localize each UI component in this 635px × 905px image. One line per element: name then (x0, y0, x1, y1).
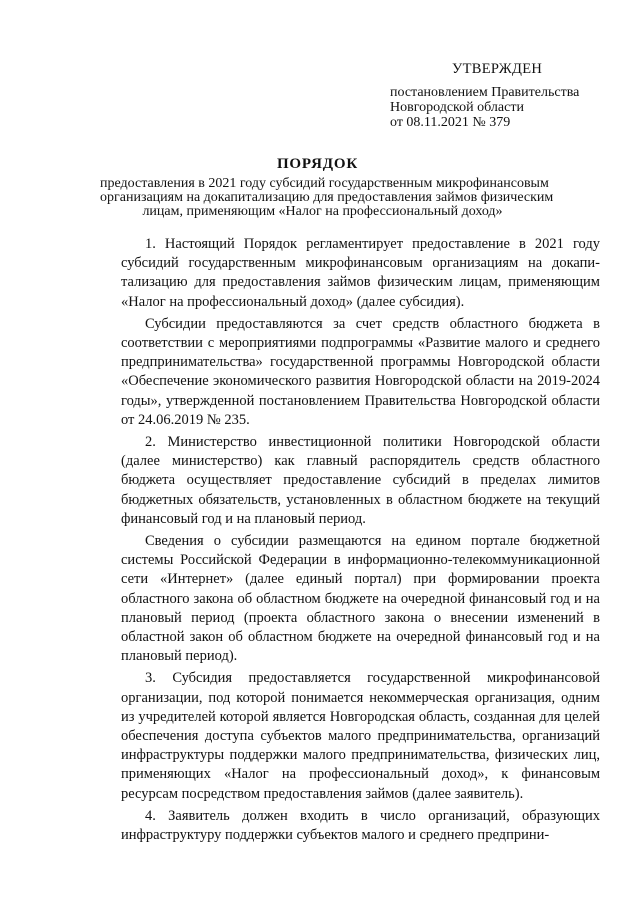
subtitle-line: организациям на докапитализацию для предоставления займов физическим (100, 190, 554, 205)
approval-line: Новгородской области (390, 100, 524, 115)
paragraph: 4. Заявитель должен входить в число организаций, образующих инфраструктуру поддержки субъектов малого и среднего предприни- (121, 807, 600, 844)
approved-heading: УТВЕРЖДЕН (452, 61, 543, 77)
document-title: ПОРЯДОК (276, 156, 359, 172)
paragraph: 2. Министерство инвестиционной политики Новгородской области (далее министерство) как главный распорядитель средств областного бюджета осуществляет предоставление субсидий в пределах лимитов бюджетных обязательств, установленных в областном бюджете на текущий финансовый год и на плановый период. (121, 434, 600, 527)
document-body (121, 235, 600, 845)
approval-line: постановлением Правительства (390, 85, 580, 100)
paragraph: 3. Субсидия предоставляется государственной микрофинансовой организации, под которой понимается некоммерческая организация, одним из учредителей которой является Новгородская область, созданная для целей обеспечения доступа субъектов малого предпринимательства, организаций инфраструктуры поддержки малого предпринимательства, физических лиц, применяющих «Налог на профессиональный доход», к финансовым ресурсам посредством предоставления займов (далее заявитель). (121, 670, 600, 802)
document-subtitle (100, 176, 554, 219)
approval-line: от 08.11.2021 № 379 (390, 115, 511, 130)
paragraph: Субсидии предоставляются за счет средств областного бюджета в соответствии с мероприятиями подпрограммы «Развитие малого и среднего предпринимательства» государственной программы Новгородской области «Обеспечение экономического развития Новгородской области на 2019-2024 годы», утвержденной постановлением Правительства Новгородской области от 24.06.2019 № 235. (121, 315, 600, 428)
paragraph: 1. Настоящий Порядок регламентирует предоставление в 2021 году субсидий государственным микрофинансовым организациям на докапи-тализацию для предоставления займов физическим лицам, применяющим «Налог на профессиональный доход» (далее субсидия). (121, 236, 600, 310)
approval-stamp (390, 62, 620, 130)
subtitle-line: предоставления в 2021 году субсидий государственным микрофинансовым (100, 176, 549, 191)
paragraph: Сведения о субсидии размещаются на едином портале бюджетной системы Российской Федерации в информационно-телекоммуникационной сети «Интернет» (далее единый портал) при формировании проекта областного закона об областном бюджете на очередной финансовый год и на плановый период (проекта областного закона о внесении изменений в областной закон об областном бюджете на очередной финансовый год и на плановый период). (121, 533, 600, 665)
subtitle-line: лицам, применяющим «Налог на профессиональный доход» (142, 204, 503, 219)
